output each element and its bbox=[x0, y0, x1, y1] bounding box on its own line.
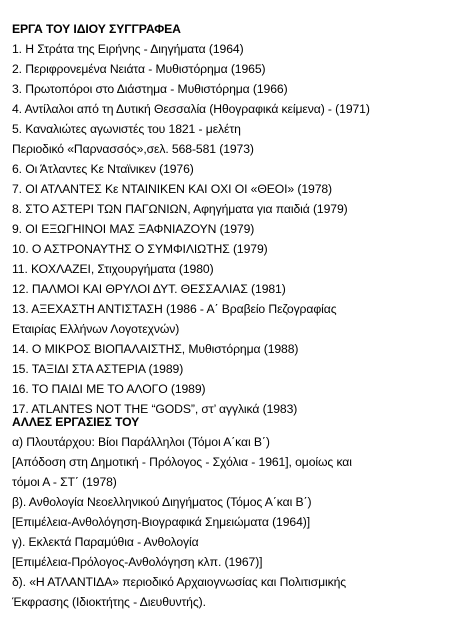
works-heading: ΕΡΓΑ ΤΟΥ ΙΔΙΟΥ ΣΥΓΓΡΑΦΕΑ bbox=[12, 22, 181, 36]
other-work-item-continuation: [Επιμέλεια-Πρόλογος-Ανθολόγηση κλπ. (1967)] bbox=[12, 555, 263, 569]
work-item: 8. ΣΤΟ ΑΣΤΕΡΙ ΤΩΝ ΠΑΓΩΝΙΩΝ, Αφηγήματα για παιδιά (1979) bbox=[12, 202, 348, 216]
other-work-item-continuation: Έκφρασης (Ιδιοκτήτης - Διευθυντής). bbox=[12, 595, 206, 609]
work-item: 11. ΚΟΧΛΑΖΕΙ, Στιχουργήματα (1980) bbox=[12, 262, 214, 276]
works-section bbox=[12, 19, 466, 419]
other-work-item-continuation: [Επιμέλεια-Ανθολόγηση-Βιογραφικά Σημειώματα (1964)] bbox=[12, 515, 310, 529]
other-work-item: γ). Εκλεκτά Παραμύθια - Ανθολογία bbox=[12, 535, 199, 549]
work-item: 14. Ο ΜΙΚΡΟΣ ΒΙΟΠΑΛΑΙΣΤΗΣ, Μυθιστόρημα (1988) bbox=[12, 342, 299, 356]
work-item-continuation: Εταιρίας Ελλήνων Λογοτεχνών) bbox=[12, 322, 180, 336]
work-item: 7. ΟΙ ΑΤΛΑΝΤΕΣ Κε ΝΤΑΙΝΙΚΕΝ ΚΑΙ ΟΧΙ ΟΙ «ΘΕΟΙ» (1978) bbox=[12, 182, 333, 196]
other-work-item-continuation: τόμοι Α - ΣΤ΄ (1978) bbox=[12, 475, 117, 489]
work-item: 4. Αντίλαλοι από τη Δυτική Θεσσαλία (Ηθογραφικά κείμενα) - (1971) bbox=[12, 102, 370, 116]
other-work-item: β). Ανθολογία Νεοελληνικού Διηγήματος (Τόμος Α΄και Β΄) bbox=[12, 495, 312, 509]
work-item: 3. Πρωτοπόροι στο Διάστημα - Μυθιστόρημα (1966) bbox=[12, 82, 288, 96]
work-item: 1. Η Στράτα της Ειρήνης - Διηγήματα (1964) bbox=[12, 42, 244, 56]
work-item: 2. Περιφρονεμένα Νειάτα - Μυθιστόρημα (1965) bbox=[12, 62, 266, 76]
work-item: 9. ΟΙ ΕΞΩΓΗΙΝΟΙ ΜΑΣ ΞΑΦΝΙΑΖΟΥΝ (1979) bbox=[12, 222, 255, 236]
work-item: 5. Καναλιώτες αγωνιστές του 1821 - μελέτη bbox=[12, 122, 241, 136]
other-works-section bbox=[12, 412, 466, 612]
other-work-item: α) Πλουτάρχου: Βίοι Παράλληλοι (Τόμοι Α΄και Β΄) bbox=[12, 435, 270, 449]
work-item: 16. ΤΟ ΠΑΙΔΙ ΜΕ ΤΟ ΑΛΟΓΟ (1989) bbox=[12, 382, 206, 396]
work-item: 13. ΑΞΕΧΑΣΤΗ ΑΝΤΙΣΤΑΣΗ (1986 - Α΄ Βραβείο Πεζογραφίας bbox=[12, 302, 337, 316]
work-item: 12. ΠΑΛΜΟΙ ΚΑΙ ΘΡΥΛΟΙ ΔΥΤ. ΘΕΣΣΑΛΙΑΣ (1981) bbox=[12, 282, 286, 296]
work-item: 10. Ο ΑΣΤΡΟΝΑΥΤΗΣ Ο ΣΥΜΦΙΛΙΩΤΗΣ (1979) bbox=[12, 242, 268, 256]
work-item: 15. ΤΑΞΙΔΙ ΣΤΑ ΑΣΤΕΡΙΑ (1989) bbox=[12, 362, 184, 376]
other-work-item: δ). «Η ΑΤΛΑΝΤΙΔΑ» περιοδικό Αρχαιογνωσίας και Πολιτισμικής bbox=[12, 575, 347, 589]
other-works-heading: ΑΛΛΕΣ ΕΡΓΑΣΙΕΣ ΤΟΥ bbox=[12, 415, 140, 429]
work-item: 6. Οι Άτλαντες Κε Νταϊνικεν (1976) bbox=[12, 162, 194, 176]
other-work-item-continuation: [Απόδοση στη Δημοτική - Πρόλογος - Σχόλια - 1961], ομοίως και bbox=[12, 455, 352, 469]
work-item: 17. ATLANTES NOT THE “GODS”, στ’ αγγλικά (1983) bbox=[12, 402, 298, 416]
work-item-continuation: Περιοδικό «Παρνασσός»,σελ. 568-581 (1973) bbox=[12, 142, 254, 156]
